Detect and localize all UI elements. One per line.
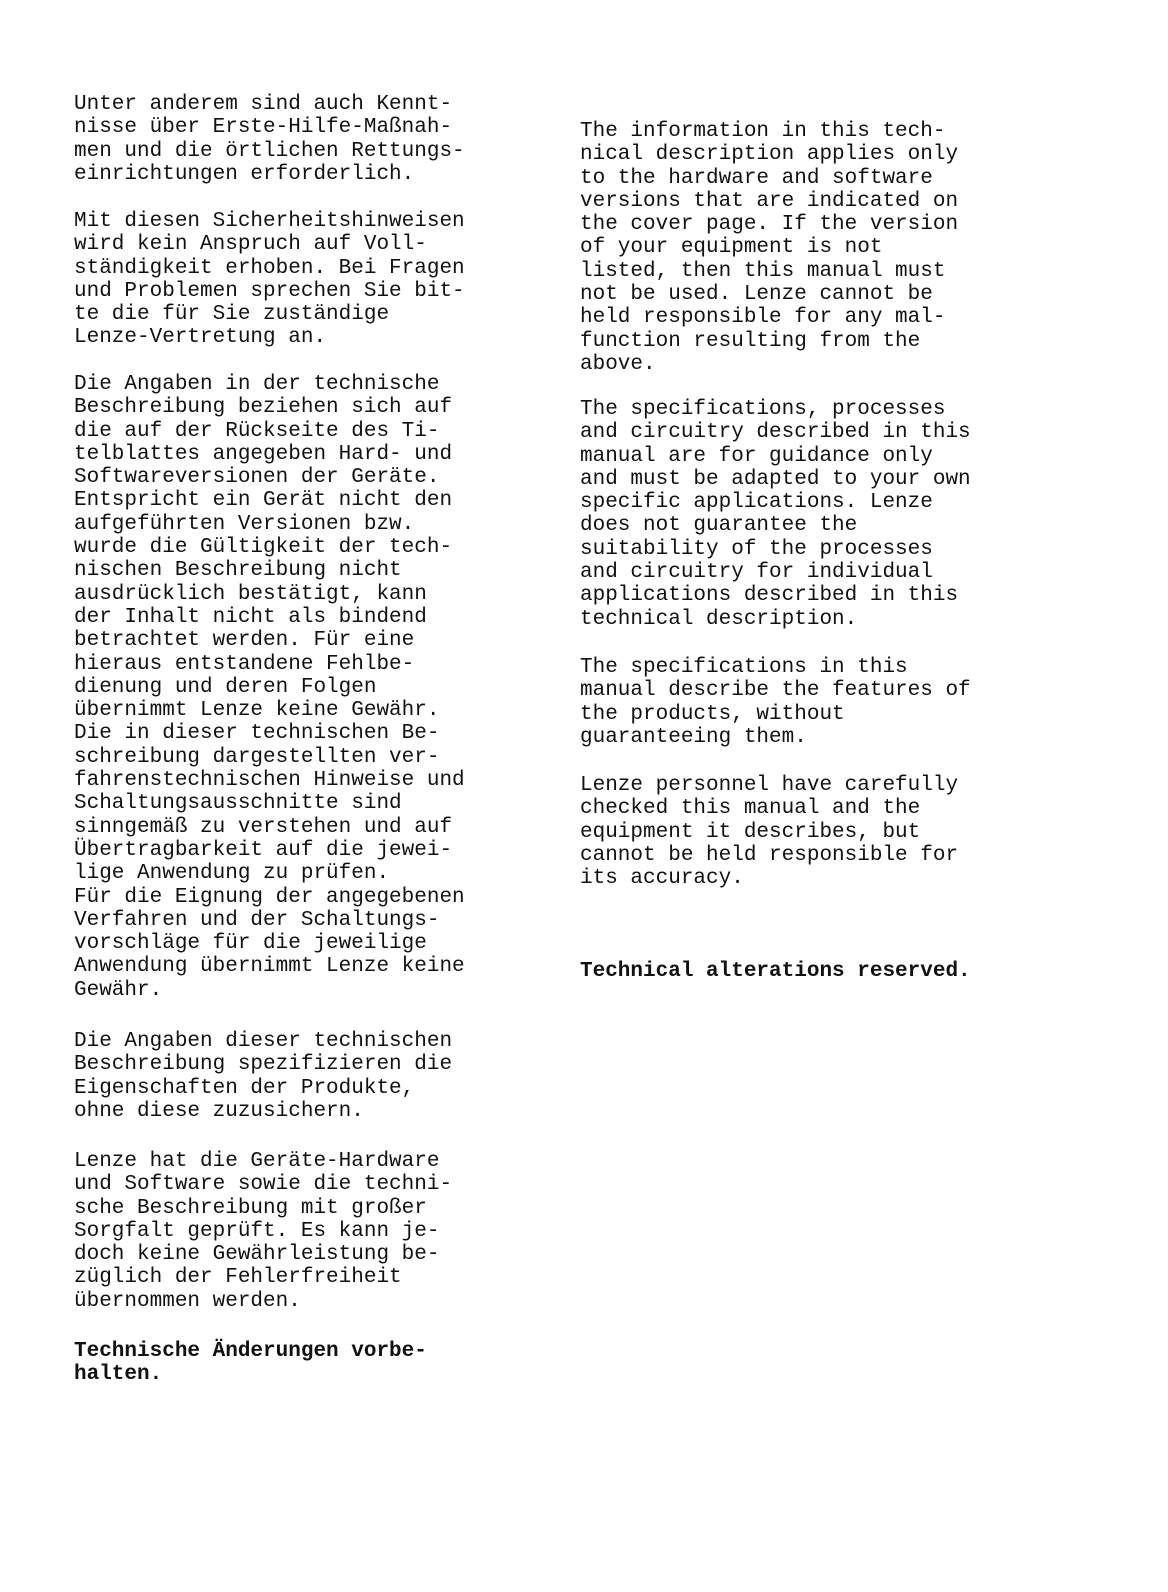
paragraph-accuracy-en: Lenze personnel have carefully checked this manual and the equipment it describes, but cannot be held responsible for its accuracy. (580, 774, 959, 891)
paragraph-guidance-en: The specifications, processes and circuitry described in this manual are for guidance only and must be adapted to your own specific applications. Lenze does not guarantee the suitability of the processes and circuitry for individual applications described in this technical description. (580, 398, 971, 631)
paragraph-specifications-en: The specifications in this manual describe the features of the products, without guaranteeing them. (580, 656, 971, 749)
paragraph-version-validity: Die Angaben in der technische Beschreibung beziehen sich auf die auf der Rückseite des Ti- telblattes angegeben Hard- und Softwareversionen der Geräte. Entspricht ein Gerät nicht den aufgeführten Versionen bzw. wurde die Gültigkeit der tech- nischen Beschreibung nicht ausdrücklich bestätigt, kann der Inhalt nicht als bindend betrachtet werden. Für eine hieraus entstandene Fehlbe- dienung und deren Folgen übernimmt Lenze keine Gewähr. Die in dieser technischen Be- schreibung dargestellten ver- fahrenstechnischen Hinweise und Schaltungsausschnitte sind sinngemäß zu verstehen und auf Übertragbarkeit auf die jewei- lige Anwendung zu prüfen. Für die Eignung der angegebenen Verfahren und der Schaltungs- vorschläge für die jeweilige Anwendung übernimmt Lenze keine Gewähr. (74, 373, 465, 1002)
paragraph-accuracy: Lenze hat die Geräte-Hardware und Software sowie die techni- sche Beschreibung mit großer Sorgfalt geprüft. Es kann je- doch keine Gewährleistung be- züglich der Fehlerfreiheit übernommen werden. (74, 1150, 453, 1313)
paragraph-version-validity-en: The information in this tech- nical description applies only to the hardware and software versions that are indicated on the cover page. If the version of your equipment is not listed, then this manual must not be used. Lenze cannot be held responsible for any mal- function resulting from the above. (580, 120, 959, 376)
paragraph-specifications: Die Angaben dieser technischen Beschreibung spezifizieren die Eigenschaften der Produkte, ohne diese zuzusichern. (74, 1030, 453, 1123)
paragraph-safety-notes: Mit diesen Sicherheitshinweisen wird kein Anspruch auf Voll- ständigkeit erhoben. Bei Fragen und Problemen sprechen Sie bit- te die für Sie zuständige Lenze-Vertretung an. (74, 210, 465, 350)
paragraph-first-aid: Unter anderem sind auch Kennt- nisse über Erste-Hilfe-Maßnah- men und die örtlichen Rettungs- einrichtungen erforderlich. (74, 93, 465, 186)
paragraph-alterations-reserved: Technische Änderungen vorbe- halten. (74, 1340, 427, 1387)
paragraph-alterations-reserved-en: Technical alterations reserved. (580, 960, 971, 983)
